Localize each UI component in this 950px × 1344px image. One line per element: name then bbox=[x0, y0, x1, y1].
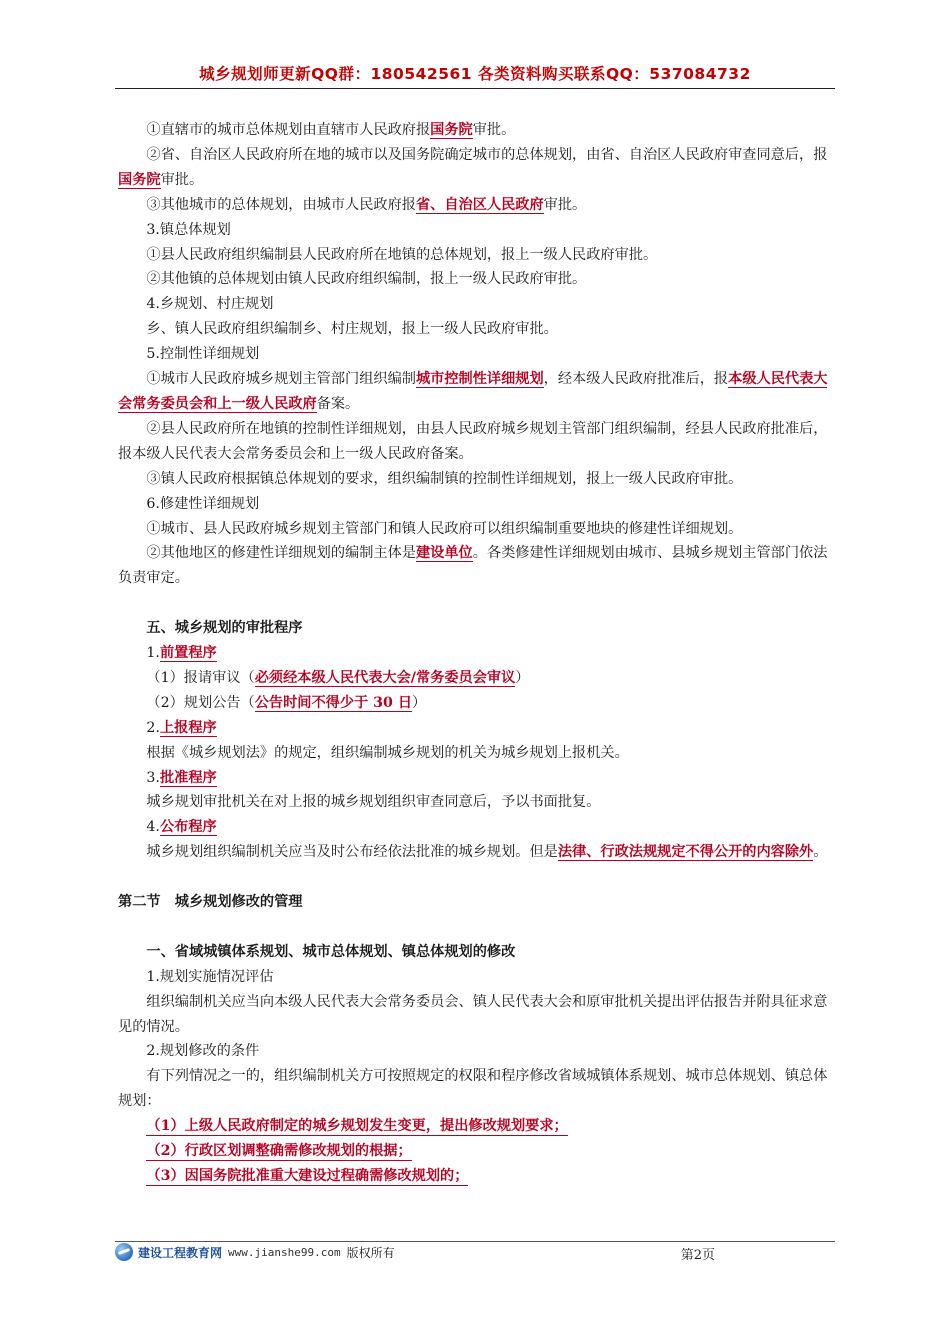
highlight: 建设单位 bbox=[415, 545, 473, 562]
paragraph: ②其他地区的修建性详细规划的编制主体是建设单位。各类修建性详细规划由城市、县城乡规划主管部门依法负责审定。 bbox=[118, 545, 828, 587]
paragraph: 根据《城乡规划法》的规定，组织编制城乡规划的机关为城乡规划上报机关。 bbox=[146, 744, 629, 761]
header-text: 城乡规划师更新QQ群：180542561 各类资料购买联系QQ：537084732 bbox=[199, 65, 751, 83]
site-logo-icon bbox=[115, 1243, 133, 1261]
paragraph: ②省、自治区人民政府所在地的城市以及国务院确定城市的总体规划，由省、自治区人民政府审查同意后，报国务院审批。 bbox=[118, 146, 828, 188]
footer-copyright: 版权所有 bbox=[346, 1245, 395, 1260]
paragraph: ②其他镇的总体规划由镇人民政府组织编制，报上一级人民政府审批。 bbox=[146, 271, 587, 288]
highlight: 公告时间不得少于 30 日 bbox=[254, 694, 413, 711]
subheading: 6.修建性详细规划 bbox=[146, 495, 260, 512]
subheading: 3.批准程序 bbox=[146, 769, 217, 786]
paragraph: 城乡规划审批机关在对上报的城乡规划组织审查同意后，予以书面批复。 bbox=[146, 794, 601, 811]
paragraph: （2）规划公告（公告时间不得少于 30 日） bbox=[146, 694, 427, 711]
subheading: 4.公布程序 bbox=[146, 819, 217, 836]
page-footer bbox=[115, 1236, 835, 1264]
document-body bbox=[118, 118, 838, 1189]
section-title: 一、省域城镇体系规划、城市总体规划、镇总体规划的修改 bbox=[146, 943, 516, 960]
highlight: 国务院 bbox=[430, 122, 473, 138]
footer-url[interactable]: www.jianshe99.com bbox=[228, 1245, 341, 1259]
highlight: 国务院 bbox=[118, 171, 161, 188]
page-number: 第2页 bbox=[680, 1248, 715, 1263]
subheading: 4.乡规划、村庄规划 bbox=[146, 296, 274, 313]
footer-brand bbox=[115, 1242, 399, 1262]
paragraph: ②县人民政府所在地镇的控制性详细规划，由县人民政府城乡规划主管部门组织编制，经县人民政府批准后，报本级人民代表大会常务委员会和上一级人民政府备案。 bbox=[118, 420, 828, 462]
highlight: 城市控制性详细规划 bbox=[415, 371, 544, 388]
paragraph: 有下列情况之一的，组织编制机关方可按照规定的权限和程序修改省域城镇体系规划、城市总体规划、镇总体规划： bbox=[118, 1068, 828, 1110]
highlight: 前置程序 bbox=[159, 645, 217, 662]
highlight: 批准程序 bbox=[159, 769, 217, 786]
highlight: 省、自治区人民政府 bbox=[415, 196, 544, 213]
highlight: 必须经本级人民代表大会/常务委员会审议 bbox=[254, 669, 516, 686]
highlight: 上报程序 bbox=[159, 719, 217, 736]
paragraph: ①直辖市的城市总体规划由直辖市人民政府报国务院审批。 bbox=[146, 122, 516, 138]
paragraph: ①县人民政府组织编制县人民政府所在地镇的总体规划，报上一级人民政府审批。 bbox=[146, 246, 658, 263]
condition-item: （1）上级人民政府制定的城乡规划发生变更，提出修改规划要求； bbox=[146, 1118, 568, 1135]
highlight: 公布程序 bbox=[159, 819, 217, 836]
paragraph: 乡、镇人民政府组织编制乡、村庄规划，报上一级人民政府审批。 bbox=[146, 321, 558, 338]
section-title: 五、城乡规划的审批程序 bbox=[146, 620, 303, 637]
paragraph: ①城市、县人民政府城乡规划主管部门和镇人民政府可以组织编制重要地块的修建性详细规划。 bbox=[146, 520, 743, 537]
paragraph: 组织编制机关应当向本级人民代表大会常务委员会、镇人民代表大会和原审批机关提出评估报告并附具征求意见的情况。 bbox=[118, 993, 828, 1035]
subheading: 2.上报程序 bbox=[146, 719, 217, 736]
subheading: 5.控制性详细规划 bbox=[146, 346, 260, 363]
paragraph: ③其他城市的总体规划，由城市人民政府报省、自治区人民政府审批。 bbox=[146, 196, 587, 213]
subheading: 1.前置程序 bbox=[146, 645, 217, 662]
highlight: 法律、行政法规规定不得公开的内容除外 bbox=[557, 844, 814, 861]
page-header bbox=[115, 62, 835, 89]
paragraph: ①城市人民政府城乡规划主管部门组织编制城市控制性详细规划，经本级人民政府批准后，报本级人民代表大会常务委员会和上一级人民政府备案。 bbox=[118, 371, 828, 412]
footer-site-name: 建设工程教育网 bbox=[138, 1245, 223, 1260]
subheading: 3.镇总体规划 bbox=[146, 221, 231, 238]
paragraph: 城乡规划组织编制机关应当及时公布经依法批准的城乡规划。但是法律、行政法规规定不得公开的内容除外。 bbox=[146, 844, 828, 861]
paragraph: （1）报请审议（必须经本级人民代表大会/常务委员会审议） bbox=[146, 669, 530, 686]
condition-item: （2）行政区划调整确需修改规划的根据； bbox=[146, 1143, 412, 1160]
condition-item: （3）因国务院批准重大建设过程确需修改规划的； bbox=[146, 1168, 469, 1185]
chapter-title: 第二节 城乡规划修改的管理 bbox=[118, 894, 303, 911]
subheading: 1.规划实施情况评估 bbox=[146, 968, 274, 985]
subheading: 2.规划修改的条件 bbox=[146, 1043, 260, 1060]
highlight: 本级人民代表大会常务委员会和上一级人民政府 bbox=[118, 371, 828, 412]
paragraph: ③镇人民政府根据镇总体规划的要求，组织编制镇的控制性详细规划，报上一级人民政府审批。 bbox=[146, 470, 743, 487]
